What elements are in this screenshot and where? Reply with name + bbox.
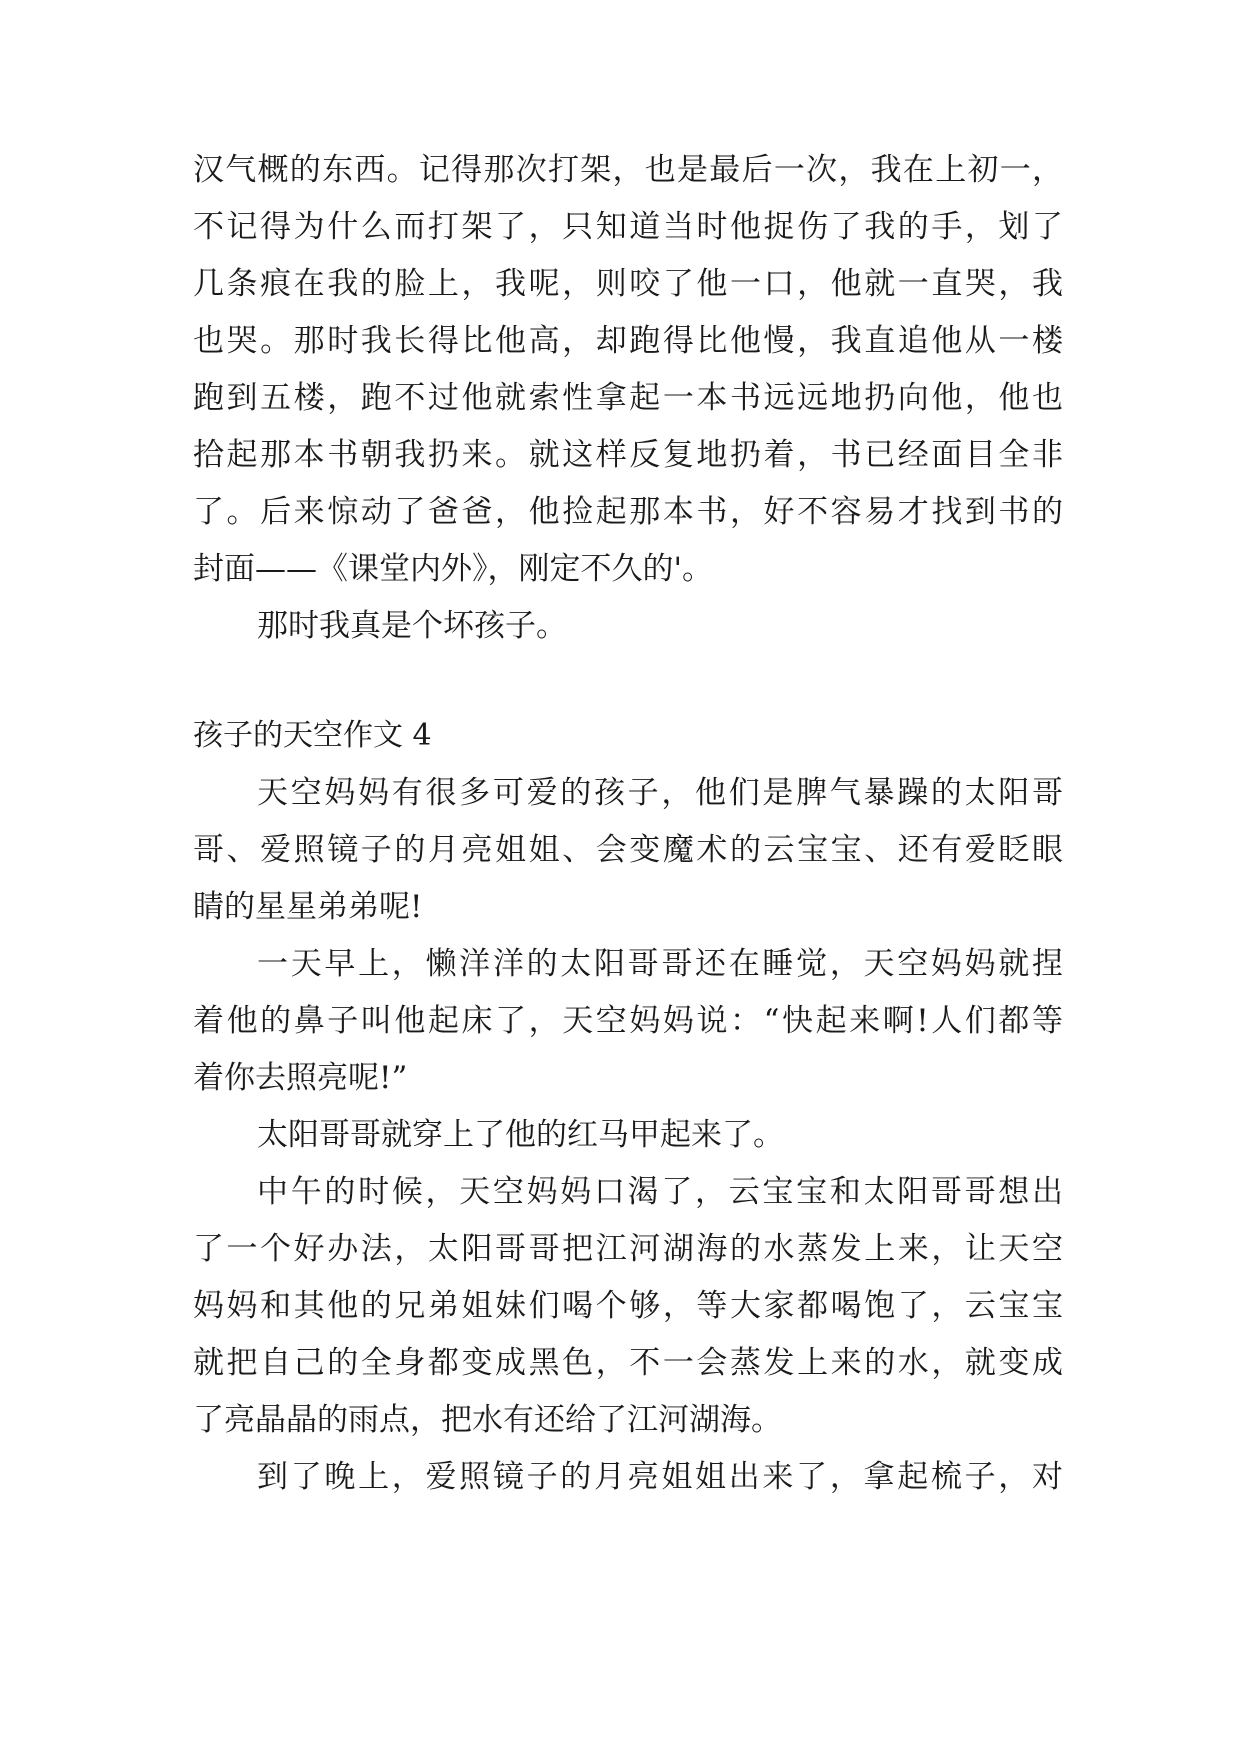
paragraph-1-line-3: 几条痕在我的脸上，我呢，则咬了他一口，他就一直哭，我 (193, 266, 1063, 302)
paragraph-1-line-5: 跑到五楼，跑不过他就索性拿起一本书远远地扔向他，他也 (193, 380, 1063, 416)
paragraph-1-line-7: 了。后来惊动了爸爸，他捡起那本书，好不容易才找到书的 (193, 494, 1063, 530)
paragraph-6-line-3: 妈妈和其他的兄弟姐妹们喝个够，等大家都喝饱了，云宝宝 (193, 1288, 1063, 1324)
paragraph-3-line-2: 哥、爱照镜子的月亮姐姐、会变魔术的云宝宝、还有爱眨眼 (193, 832, 1063, 868)
paragraph-4-line-3: 着你去照亮呢!” (193, 1060, 408, 1096)
paragraph-1-line-1: 汉气概的东西。记得那次打架，也是最后一次，我在上初一， (193, 152, 1063, 188)
paragraph-6-line-1: 中午的时候，天空妈妈口渴了，云宝宝和太阳哥哥想出 (257, 1174, 1063, 1210)
paragraph-6-line-4: 就把自己的全身都变成黑色，不一会蒸发上来的水，就变成 (193, 1345, 1063, 1381)
paragraph-4-line-2: 着他的鼻子叫他起床了，天空妈妈说：“快起来啊!人们都等 (193, 1003, 1063, 1039)
section-heading: 孩子的天空作文 4 (193, 718, 432, 753)
paragraph-4-line-1: 一天早上，懒洋洋的太阳哥哥还在睡觉，天空妈妈就捏 (257, 946, 1063, 982)
paragraph-5: 太阳哥哥就穿上了他的红马甲起来了。 (257, 1117, 784, 1153)
paragraph-6-line-2: 了一个好办法，太阳哥哥把江河湖海的水蒸发上来，让天空 (193, 1231, 1063, 1267)
paragraph-3-line-3: 睛的星星弟弟呢! (193, 889, 423, 925)
paragraph-1-line-4: 也哭。那时我长得比他高，却跑得比他慢，我直追他从一楼 (193, 323, 1063, 359)
paragraph-1-line-6: 拾起那本书朝我扔来。就这样反复地扔着，书已经面目全非 (193, 437, 1063, 473)
paragraph-1-line-8: 封面——《课堂内外》，刚定不久的'。 (193, 551, 714, 587)
paragraph-6-line-5: 了亮晶晶的雨点，把水有还给了江河湖海。 (193, 1402, 782, 1438)
paragraph-1-line-2: 不记得为什么而打架了，只知道当时他捉伤了我的手，划了 (193, 209, 1063, 245)
paragraph-2: 那时我真是个坏孩子。 (257, 608, 567, 644)
paragraph-7-line-1: 到了晚上，爱照镜子的月亮姐姐出来了，拿起梳子，对 (257, 1459, 1063, 1495)
paragraph-3-line-1: 天空妈妈有很多可爱的孩子，他们是脾气暴躁的太阳哥 (257, 775, 1063, 811)
